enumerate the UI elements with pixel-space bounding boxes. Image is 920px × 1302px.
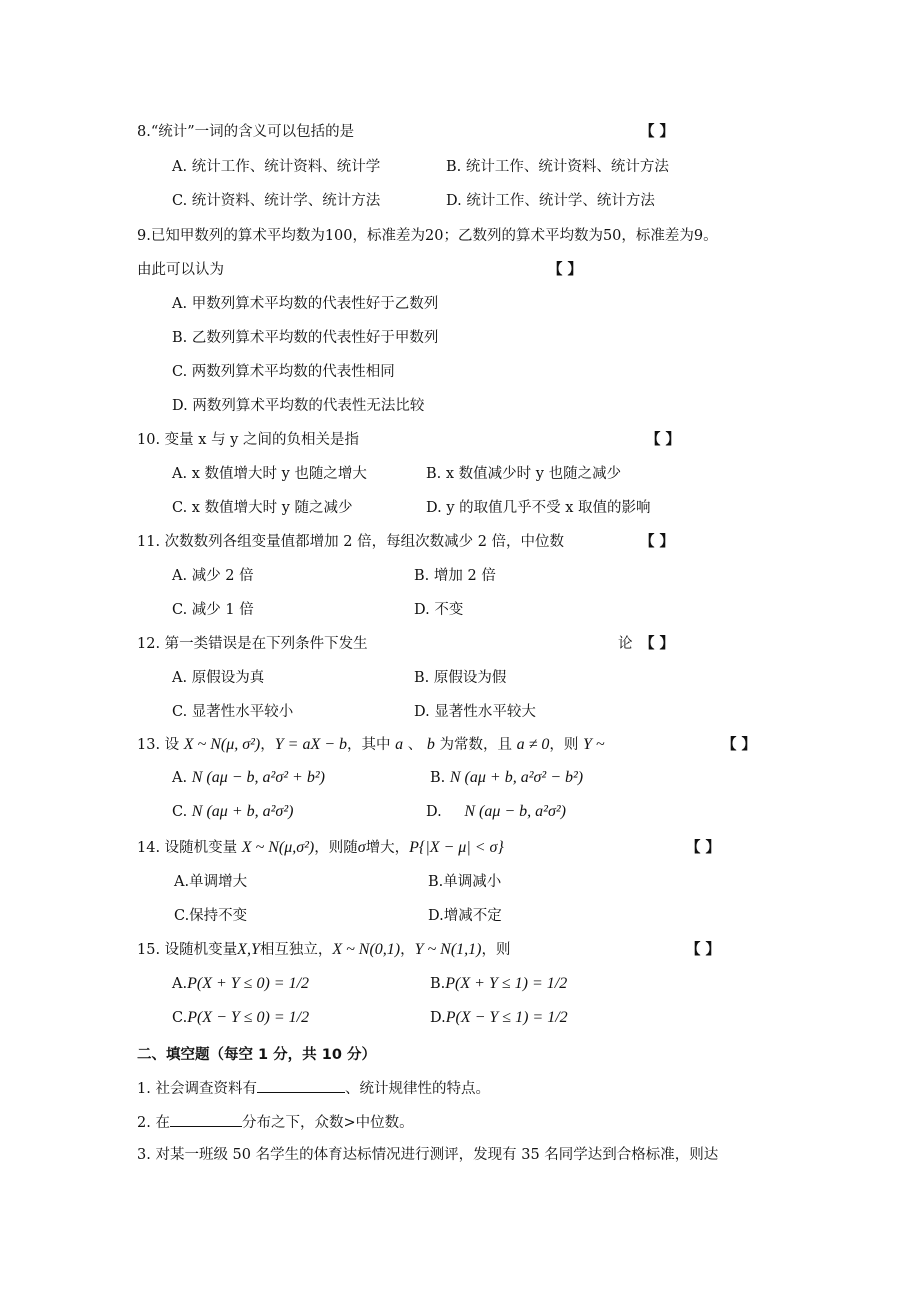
q15-option-c-expr: P(X − Y ≤ 0) = 1/2 (187, 1009, 310, 1026)
fill-question-3: 3. 对某一班级 50 名学生的体育达标情况进行测评，发现有 35 名同学达到合格标准，则达 (137, 1147, 719, 1163)
q13-option-c-expr: N (aμ + b, a²σ²) (191, 803, 294, 820)
q15-comma: ， (400, 942, 415, 958)
q12-option-a: A. 原假设为真 (172, 670, 265, 686)
q9-option-c: C. 两数列算术平均数的代表性相同 (172, 364, 395, 380)
q9-answer-bracket: 【 】 (548, 262, 583, 278)
q12-option-d: D. 显著性水平较大 (414, 704, 536, 720)
q13-dun: 、 (407, 737, 423, 753)
q13-option-c-label: C. (172, 804, 188, 820)
q15-mid: 相互独立， (259, 942, 333, 958)
fill-2-prefix: 2. 在 (137, 1115, 170, 1131)
q14-number: 14. 设随机变量 (137, 840, 238, 856)
q12-answer-bracket: 【 】 (640, 636, 675, 652)
q14-mid: ，则随 (314, 840, 358, 856)
q13-sep: ， (260, 737, 275, 753)
q11-option-c: C. 减少 1 倍 (172, 602, 254, 618)
q8-option-a: A. 统计工作、统计资料、统计学 (172, 159, 381, 175)
q14-option-c: C.保持不变 (174, 908, 248, 924)
q15-tail: ，则 (481, 942, 511, 958)
q15-option-a-expr: P(X + Y ≤ 0) = 1/2 (187, 975, 310, 992)
q11-option-b: B. 增加 2 倍 (414, 568, 496, 584)
q9-stem: 9.已知甲数列的算术平均数为100，标准差为20；乙数列的算术平均数为50，标准差为9。 (137, 228, 718, 244)
q14-option-a: A.单调增大 (174, 874, 248, 890)
q13-y-definition: Y = aX − b (274, 736, 348, 753)
q14-probability: P{|X − μ| < σ} (409, 839, 504, 856)
q11-answer-bracket: 【 】 (640, 534, 675, 550)
q13-number: 13. 设 (137, 737, 180, 753)
q14-mid2: 增大， (365, 840, 410, 856)
q14-sigma: σ (357, 839, 366, 856)
section-heading-fill-in: 二、填空题（每空 1 分，共 10 分） (137, 1047, 376, 1063)
q15-option-a-label: A. (172, 976, 188, 992)
q14-stem (137, 838, 504, 858)
q13-answer-bracket: 【 】 (722, 737, 757, 753)
q8-option-c: C. 统计资料、统计学、统计方法 (172, 193, 381, 209)
q13-b-var: b (426, 736, 435, 753)
q13-then: ，则 (549, 737, 579, 753)
fill-1-blank (257, 1077, 345, 1093)
q15-number: 15. 设随机变量 (137, 942, 238, 958)
q14-answer-bracket: 【 】 (686, 840, 721, 856)
q12-option-b: B. 原假设为假 (414, 670, 507, 686)
fill-question-1 (137, 1077, 490, 1099)
q15-option-b-label: B. (430, 976, 446, 992)
q13-y-var: Y ~ (582, 736, 605, 753)
q14-x-distribution: X ~ N(μ,σ²) (241, 839, 315, 856)
q13-option-d-label: D. (426, 804, 442, 820)
q15-option-c (172, 1008, 309, 1028)
q13-option-a-label: A. (172, 770, 188, 786)
q11-option-d: D. 不变 (414, 602, 464, 618)
q15-y-distribution: Y ~ N(1,1) (414, 941, 482, 958)
q13-option-b-expr: N (aμ + b, a²σ² − b²) (449, 769, 584, 786)
q15-option-b (430, 974, 567, 994)
q10-stem: 10. 变量 x 与 y 之间的负相关是指 (137, 432, 359, 448)
q8-option-b: B. 统计工作、统计资料、统计方法 (446, 159, 669, 175)
q13-option-a (172, 768, 325, 788)
q12-option-c: C. 显著性水平较小 (172, 704, 294, 720)
q13-option-b (430, 768, 583, 788)
q13-mid: ，其中 (347, 737, 391, 753)
fill-question-2 (137, 1111, 414, 1133)
q9-option-a: A. 甲数列算术平均数的代表性好于乙数列 (172, 296, 439, 312)
q14-option-d: D.增减不定 (428, 908, 502, 924)
q13-tail: 为常数，且 (439, 737, 512, 753)
q15-vars: X,Y (237, 941, 260, 958)
q15-option-d (430, 1008, 568, 1028)
q10-answer-bracket: 【 】 (646, 432, 681, 448)
q13-option-b-label: B. (430, 770, 446, 786)
q11-stem: 11. 次数数列各组变量值都增加 2 倍，每组次数减少 2 倍，中位数 (137, 534, 565, 550)
q13-stem (137, 735, 605, 755)
q13-option-d (426, 802, 566, 822)
q15-stem (137, 940, 511, 960)
q15-option-d-expr: P(X − Y ≤ 1) = 1/2 (445, 1009, 568, 1026)
q10-option-b: B. x 数值减少时 y 也随之减少 (426, 466, 622, 482)
q13-condition: a ≠ 0 (516, 736, 550, 753)
q8-option-d: D. 统计工作、统计学、统计方法 (446, 193, 655, 209)
q15-x-distribution: X ~ N(0,1) (332, 941, 401, 958)
q12-stem: 12. 第一类错误是在下列条件下发生 (137, 636, 368, 652)
q15-answer-bracket: 【 】 (686, 942, 721, 958)
q12-stray-char: 论 (618, 636, 633, 652)
q9-option-d: D. 两数列算术平均数的代表性无法比较 (172, 398, 425, 414)
q10-option-d: D. y 的取值几乎不受 x 取值的影响 (426, 500, 651, 516)
fill-1-prefix: 1. 社会调查资料有 (137, 1081, 257, 1097)
q9-option-b: B. 乙数列算术平均数的代表性好于甲数列 (172, 330, 439, 346)
q13-option-a-expr: N (aμ − b, a²σ² + b²) (191, 769, 325, 786)
q10-option-a: A. x 数值增大时 y 也随之增大 (172, 466, 367, 482)
q8-stem: 8.“统计”一词的含义可以包括的是 (137, 124, 355, 140)
q10-option-c: C. x 数值增大时 y 随之减少 (172, 500, 353, 516)
q15-option-c-label: C. (172, 1010, 188, 1026)
fill-2-blank (170, 1111, 242, 1127)
q15-option-b-expr: P(X + Y ≤ 1) = 1/2 (445, 975, 568, 992)
q15-option-d-label: D. (430, 1010, 446, 1026)
q15-option-a (172, 974, 309, 994)
q8-answer-bracket: 【 】 (640, 124, 675, 140)
q13-option-d-expr: N (aμ − b, a²σ²) (464, 803, 566, 820)
fill-1-suffix: 、统计规律性的特点。 (344, 1081, 490, 1097)
q13-x-distribution: X ~ N(μ, σ²) (183, 736, 261, 753)
q14-option-b: B.单调减小 (428, 874, 502, 890)
q11-option-a: A. 减少 2 倍 (172, 568, 254, 584)
q13-a-var: a (395, 736, 404, 753)
fill-2-suffix: 分布之下，众数>中位数。 (241, 1115, 414, 1131)
q13-option-c (172, 802, 293, 822)
q9-stem-continued: 由此可以认为 (137, 262, 224, 278)
